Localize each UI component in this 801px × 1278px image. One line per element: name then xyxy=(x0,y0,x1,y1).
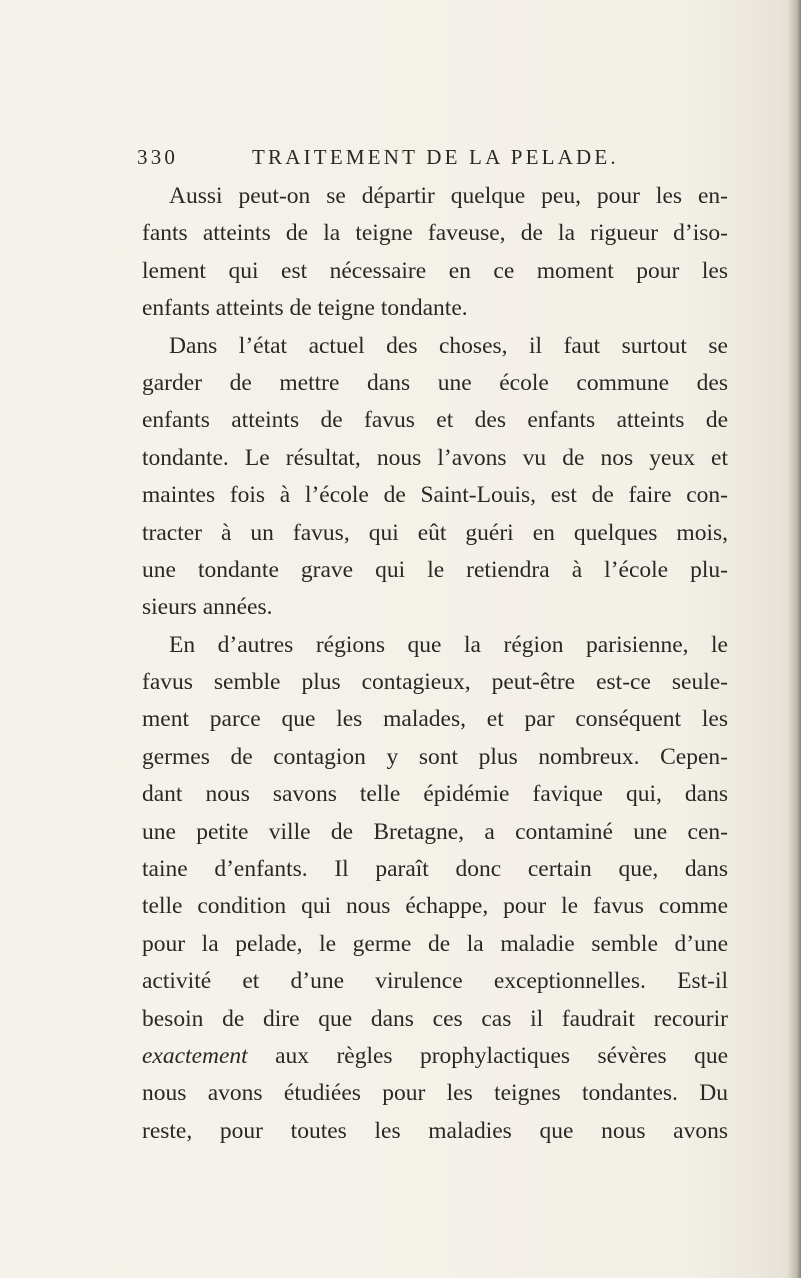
page-edge-shadow xyxy=(787,0,801,1278)
text-line: lement qui est nécessaire en ce moment pour les xyxy=(142,257,728,284)
text-line: telle condition qui nous échappe, pour le favus comme xyxy=(142,893,728,920)
text-line: garder de mettre dans une école commune des xyxy=(142,369,728,396)
text-line-rest: aux règles prophylactiques sévères que xyxy=(247,1042,728,1069)
text-line: Aussi peut-on se départir quelque peu, pour les en- xyxy=(169,183,728,209)
page-number: 330 xyxy=(137,145,179,169)
text-line: Dans l’état actuel des choses, il faut surtout se xyxy=(169,332,728,359)
text-line: tondante. Le résultat, nous l’avons vu de nos yeux et xyxy=(142,444,728,471)
running-head: TRAITEMENT DE LA PELADE. xyxy=(252,145,619,169)
text-line: dant nous savons telle épidémie favique qui, dans xyxy=(142,781,728,808)
text-line: une tondante grave qui le retiendra à l’école plu- xyxy=(142,556,728,583)
text-line: maintes fois à l’école de Saint-Louis, est de faire con- xyxy=(142,482,728,509)
text-line: favus semble plus contagieux, peut-être est-ce seule- xyxy=(142,669,728,696)
text-line: pour la pelade, le germe de la maladie semble d’une xyxy=(142,930,728,957)
text-line: ment parce que les malades, et par conséquent les xyxy=(142,706,728,733)
text-line: taine d’enfants. Il paraît donc certain que, dans xyxy=(142,856,728,883)
page-header xyxy=(137,145,637,169)
text-line-emphasis xyxy=(142,1038,728,1075)
text-line: En d’autres régions que la région parisienne, le xyxy=(169,631,728,658)
text-line: sieurs années. xyxy=(142,594,273,621)
text-line: enfants atteints de teigne tondante. xyxy=(142,295,468,322)
text-line: nous avons étudiées pour les teignes tondantes. Du xyxy=(142,1080,728,1107)
text-line: une petite ville de Bretagne, a contaminé une cen- xyxy=(142,818,728,845)
text-line: germes de contagion y sont plus nombreux. Cepen- xyxy=(142,743,728,770)
text-line: reste, pour toutes les maladies que nous avons xyxy=(142,1117,728,1144)
text-line: besoin de dire que dans ces cas il faudrait recourir xyxy=(142,1005,728,1032)
text-line: enfants atteints de favus et des enfants atteints de xyxy=(142,407,728,434)
text-line: activité et d’une virulence exceptionnelles. Est-il xyxy=(142,968,728,995)
text-line: fants atteints de la teigne faveuse, de la rigueur d’iso- xyxy=(142,220,728,247)
italic-word: exactement xyxy=(142,1042,248,1069)
body-text xyxy=(142,178,728,1150)
text-line: tracter à un favus, qui eût guéri en quelques mois, xyxy=(142,519,728,546)
